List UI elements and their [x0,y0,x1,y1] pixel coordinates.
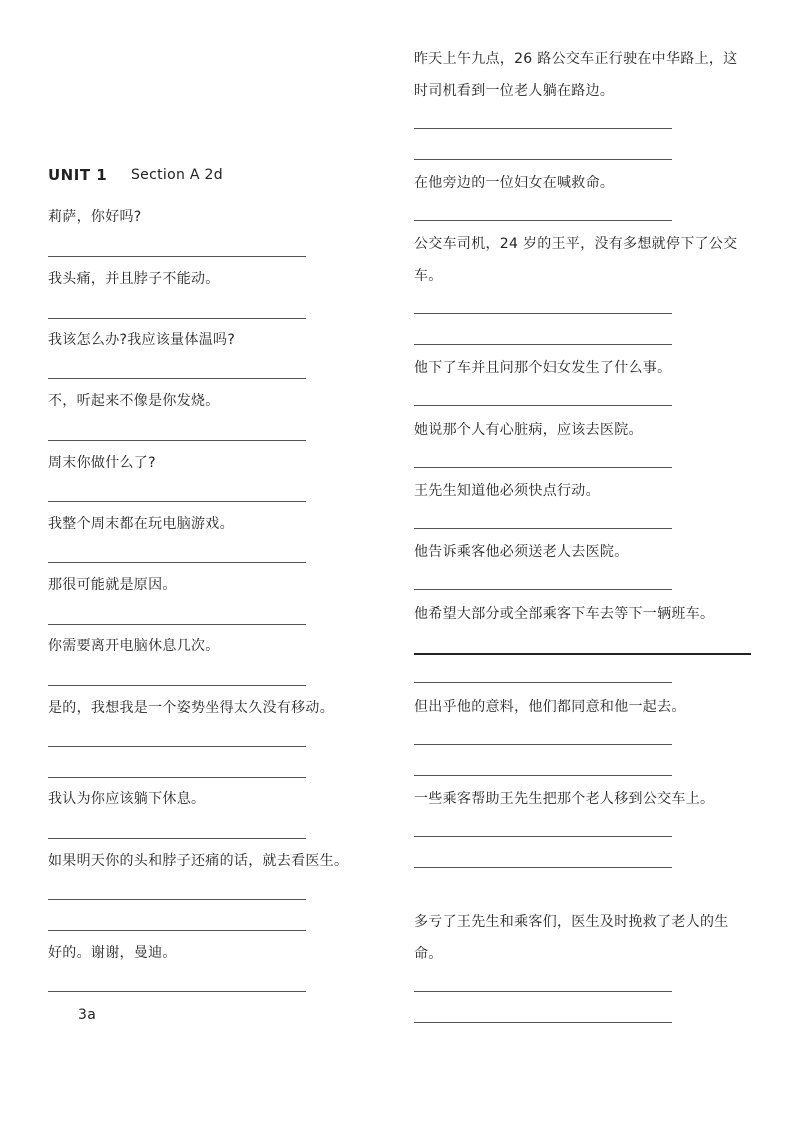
right-sentence-3b: 车。 [414,268,443,284]
right-sentence-1b: 时司机看到一位老人躺在路边。 [414,83,615,99]
answer-line[interactable] [48,318,306,319]
answer-line[interactable] [48,777,306,778]
left-sentence-9: 是的，我想我是一个姿势坐得太久没有移动。 [48,700,334,716]
answer-line[interactable] [48,991,306,992]
right-sentence-11a: 多亏了王先生和乘客们，医生及时挽救了老人的生 [414,914,729,930]
answer-line[interactable] [48,440,306,441]
answer-line[interactable] [414,775,672,776]
right-sentence-10: 一些乘客帮助王先生把那个老人移到公交车上。 [414,791,715,807]
answer-line[interactable] [414,313,672,314]
answer-line[interactable] [414,344,672,345]
answer-line[interactable] [48,378,306,379]
answer-line[interactable] [48,899,306,900]
section-heading: Section A 2d [131,167,223,183]
answer-line[interactable] [414,128,672,129]
left-sentence-10: 我认为你应该躺下休息。 [48,791,206,807]
answer-line[interactable] [414,405,672,406]
right-sentence-8: 他希望大部分或全部乘客下车去等下一辆班车。 [414,606,715,622]
right-sentence-7: 他告诉乘客他必须送老人去医院。 [414,544,629,560]
answer-line[interactable] [48,256,306,257]
right-sentence-2: 在他旁边的一位妇女在喊救命。 [414,175,615,191]
answer-line[interactable] [48,685,306,686]
right-sentence-9: 但出乎他的意料，他们都同意和他一起去。 [414,699,686,715]
answer-line[interactable] [414,528,672,529]
right-sentence-6: 王先生知道他必须快点行动。 [414,483,600,499]
answer-line[interactable] [48,501,306,502]
left-sentence-11: 如果明天你的头和脖子还痛的话，就去看医生。 [48,853,349,869]
answer-line[interactable] [414,159,672,160]
answer-line[interactable] [48,624,306,625]
answer-line[interactable] [48,838,306,839]
left-sentence-12: 好的。谢谢，曼迪。 [48,945,177,961]
left-sentence-7: 那很可能就是原因。 [48,577,177,593]
right-sentence-11b: 命。 [414,946,443,962]
answer-line[interactable] [48,746,306,747]
left-sentence-2: 我头痛，并且脖子不能动。 [48,271,220,287]
right-sentence-4: 他下了车并且问那个妇女发生了什么事。 [414,360,672,376]
answer-line[interactable] [48,930,306,931]
answer-line[interactable] [414,836,672,837]
answer-line[interactable] [414,682,672,683]
unit-heading: UNIT 1 [48,166,108,184]
left-sentence-6: 我整个周末都在玩电脑游戏。 [48,516,234,532]
answer-line[interactable] [414,589,672,590]
answer-line[interactable] [414,1022,672,1023]
answer-line[interactable] [414,220,672,221]
right-sentence-5: 她说那个人有心脏病，应该去医院。 [414,422,643,438]
answer-line[interactable] [414,867,672,868]
left-sentence-4: 不，听起来不像是你发烧。 [48,393,220,409]
answer-line[interactable] [414,991,672,992]
left-sentence-8: 你需要离开电脑休息几次。 [48,638,220,654]
section-label-3a: 3a [78,1007,97,1023]
answer-line[interactable] [414,744,672,745]
left-sentence-1: 莉萨，你好吗? [48,209,142,225]
right-sentence-3a: 公交车司机，24 岁的王平，没有多想就停下了公交 [414,236,738,252]
answer-line[interactable] [414,467,672,468]
left-sentence-3: 我该怎么办?我应该量体温吗? [48,332,236,348]
left-sentence-5: 周末你做什么了? [48,455,156,471]
answer-line-long[interactable] [414,653,751,655]
answer-line[interactable] [48,562,306,563]
right-sentence-1a: 昨天上午九点，26 路公交车正行驶在中华路上，这 [414,51,738,67]
